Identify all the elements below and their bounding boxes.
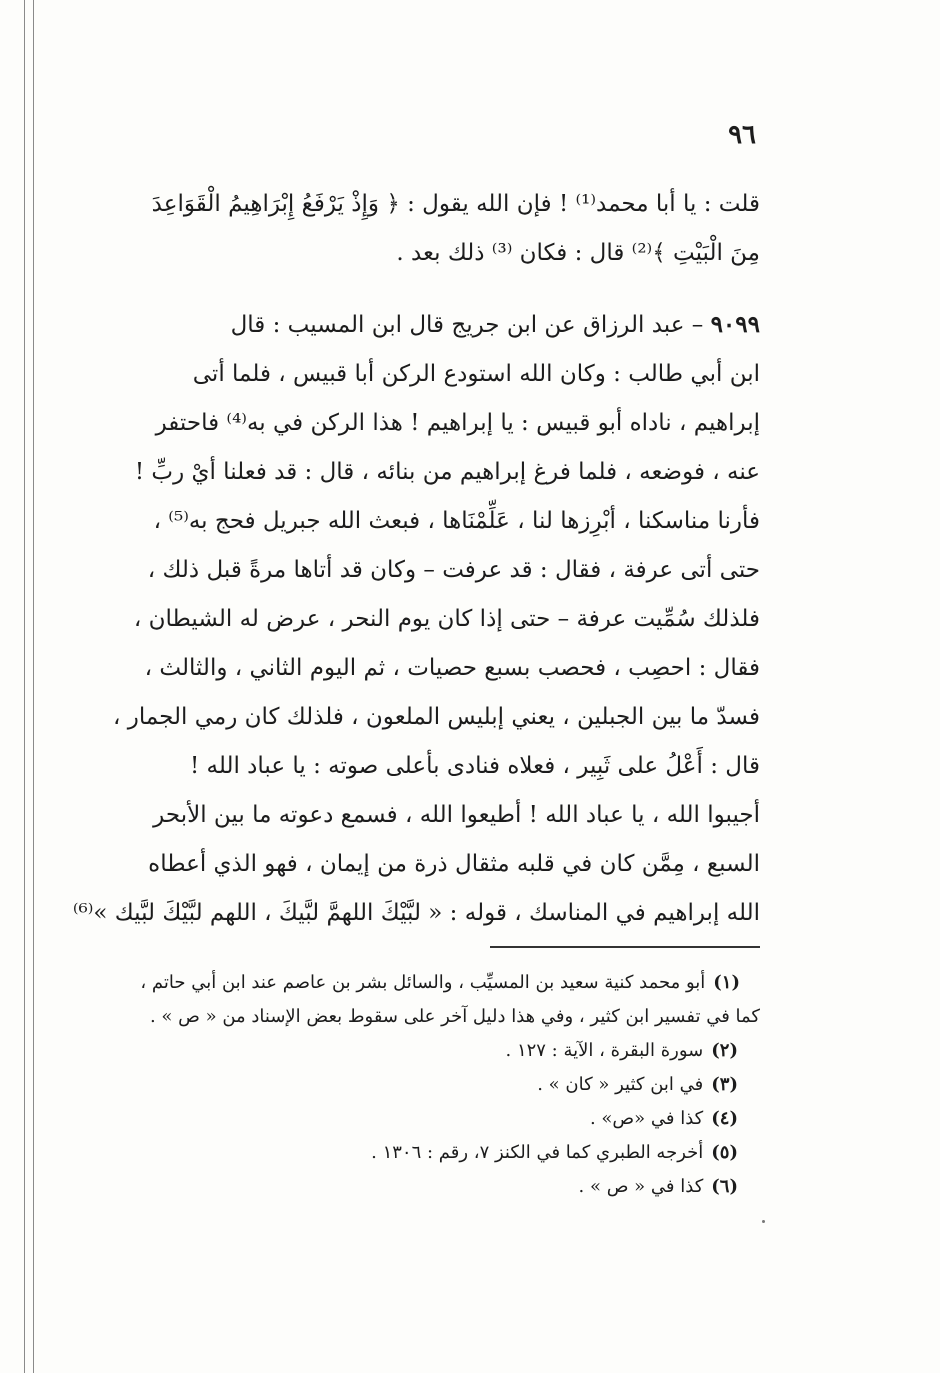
footnote-text: سورة البقرة ، الآية : ١٢٧ . [505, 1040, 704, 1061]
text-line: إبراهيم ، ناداه أبو قبيس : يا إبراهيم ! هذا الركن في به⁽⁴⁾ فاحتفر [155, 410, 760, 436]
book-page [70, 110, 760, 1260]
text-line: فلذلك سُمِّيت عرفة – حتى إذا كان يوم النحر ، عرض له الشيطان ، [133, 606, 760, 632]
text-line: أجيبوا الله ، يا عباد الله ! أطيعوا الله ، فسمع دعوته ما بين الأبحر [153, 802, 760, 828]
footnote-label: (٤) [711, 1108, 738, 1129]
footnote-continuation: كما في تفسير ابن كثير ، وفي هذا دليل آخر على سقوط بعض الإسناد من « ص » . [149, 1006, 760, 1027]
footnote [70, 966, 760, 1034]
footnote-label: (٦) [711, 1176, 738, 1197]
text-line: فسدّ ما بين الجبلين ، يعني إبليس الملعون ، فلذلك كان رمي الجمار ، [113, 704, 760, 730]
footnote [70, 1136, 760, 1170]
text-line: الله إبراهيم في المناسك ، قوله : « لبَّيْكَ اللهمَّ لبَّيكَ ، اللهم لبَّيْكَ لبَّيك »⁽⁶⁾ [72, 900, 760, 926]
scan-speck [762, 1220, 765, 1223]
footnote [70, 1068, 760, 1102]
footnote-separator [490, 946, 760, 948]
footnote-text: كذا في «ص» . [589, 1108, 704, 1129]
text-line: ابن أبي طالب : وكان الله استودع الركن أبا قبيس ، فلما أتى [192, 361, 760, 387]
body-text [70, 180, 760, 938]
hadith-number: ٩٠٩٩ [710, 311, 760, 338]
footnote-label: (٣) [711, 1074, 738, 1095]
footnotes [70, 966, 760, 1204]
text-line: السبع ، مِمَّن كان في قلبه مثقال ذرة من إيمان ، فهو الذي أعطاه [148, 851, 760, 877]
footnote-label: (٥) [711, 1142, 738, 1163]
footnote-text: كذا في « ص » . [578, 1176, 704, 1197]
footnote-text: أخرجه الطبري كما في الكنز ٧، رقم : ١٣٠٦ . [371, 1142, 704, 1163]
footnote-label: (٢) [711, 1040, 738, 1061]
text-line: قلت : يا أبا محمد⁽¹⁾ ! فإن الله يقول : ﴿ وَإِذْ يَرْفَعُ إِبْرَاهِيمُ الْقَوَاعِدَ [151, 191, 760, 217]
page-number: ٩٦ [728, 120, 756, 150]
hadith-opening: – عبد الرزاق عن ابن جريج قال ابن المسيب : قال [230, 312, 704, 338]
footnote-label: (١) [713, 972, 740, 993]
footnote-text: أبو محمد كنية سعيد بن المسيِّب ، والسائل بشر بن عاصم عند ابن أبي حاتم ، [140, 972, 706, 993]
intro-paragraph [70, 180, 760, 278]
text-line: عنه ، فوضعه ، فلما فرغ إبراهيم من بنائه ، قال : قد فعلنا أيْ ربِّ ! [134, 459, 760, 485]
footnote [70, 1170, 760, 1204]
text-line: فقال : احصِب ، فحصب بسبع حصيات ، ثم اليوم الثاني ، والثالث ، [144, 655, 760, 681]
text-line: حتى أتى عرفة ، فقال : قد عرفت – وكان قد أتاها مرةً قبل ذلك ، [147, 557, 760, 583]
hadith-paragraph [70, 300, 760, 938]
footnote-text: في ابن كثير « كان » . [537, 1074, 704, 1095]
footnote [70, 1034, 760, 1068]
footnote [70, 1102, 760, 1136]
binding-edge-line [33, 0, 34, 1373]
binding-edge-line [24, 0, 25, 1373]
text-line: مِنَ الْبَيْتِ ﴾⁽²⁾ قال : فكان ⁽³⁾ ذلك بعد . [396, 240, 760, 266]
text-line: قال : أَعْلُ على ثَبِير ، فعلاه فنادى بأعلى صوته : يا عباد الله ! [189, 753, 760, 779]
text-line: فأرنا مناسكنا ، أبْرِزها لنا ، عَلِّمْنَاها ، فبعث الله جبريل فحج به⁽⁵⁾ ، [153, 508, 760, 534]
text-line [70, 300, 760, 350]
